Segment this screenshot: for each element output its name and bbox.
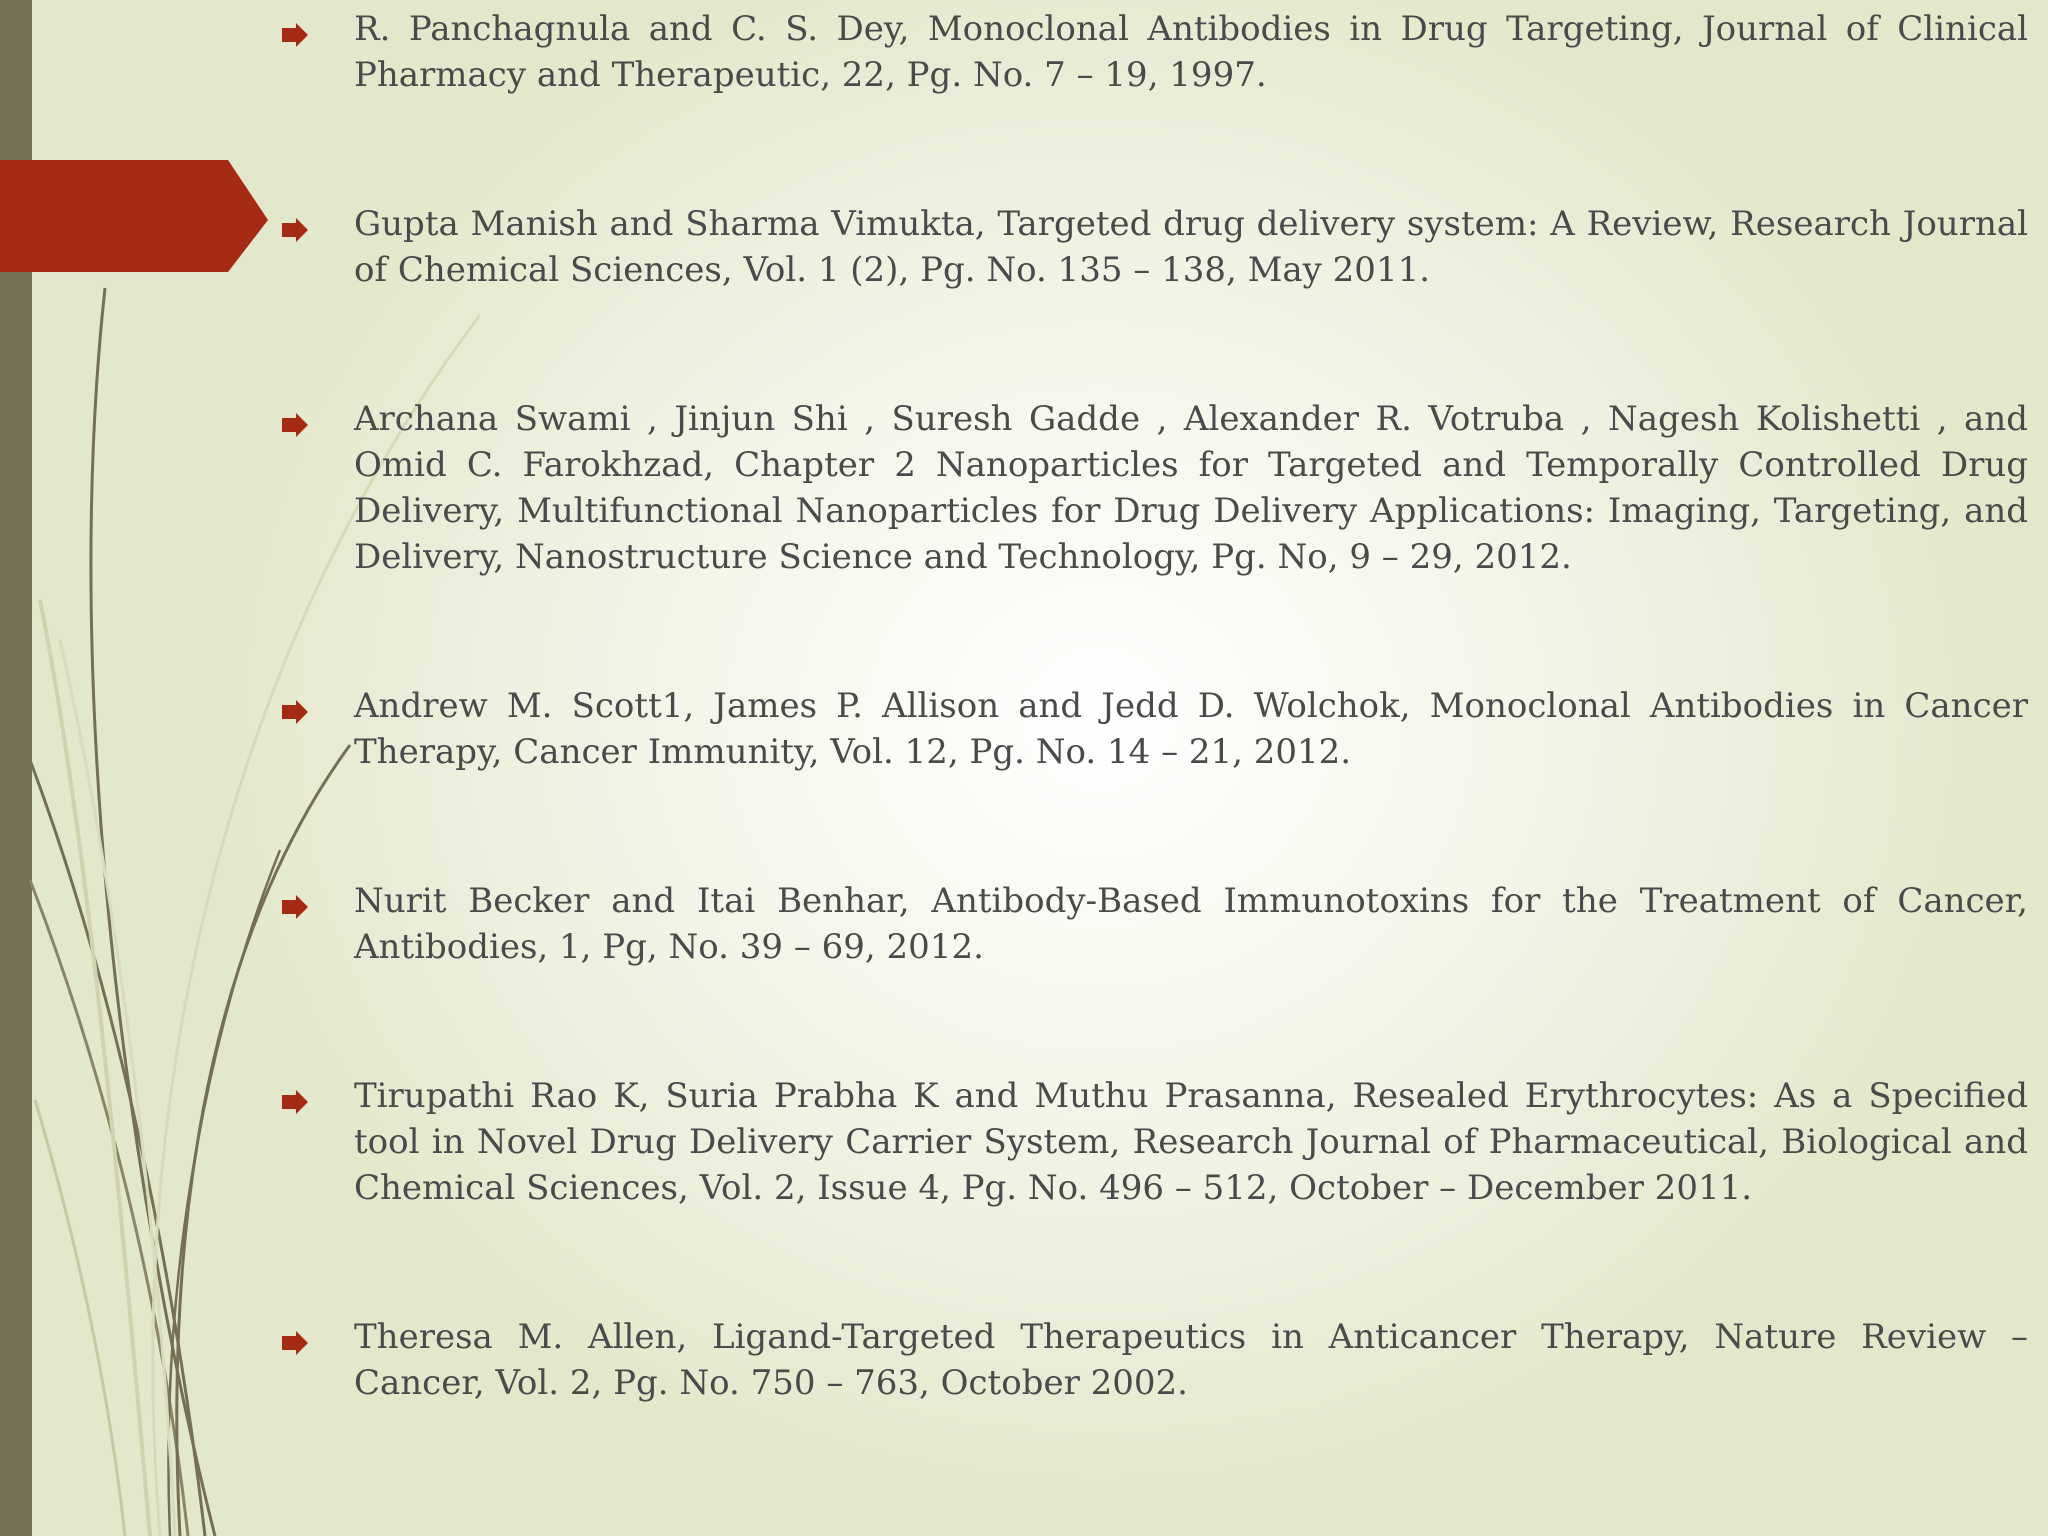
reference-item xyxy=(278,1073,2028,1211)
reference-text: Andrew M. Scott1, James P. Allison and Jedd D. Wolchok, Monoclonal Antibodies in Cancer Therapy, Cancer Immunity, Vol. 12, Pg. No. 14 – 21, 2012. xyxy=(354,686,2028,772)
reference-text: Archana Swami , Jinjun Shi , Suresh Gadde , Alexander R. Votruba , Nagesh Kolishetti , and Omid C. Farokhzad, Chapter 2 Nanoparticles for Targeted and Temporally Controlled Drug Delivery, Multifunctional Nanoparticles for Drug Delivery Applications: Imaging, Targeting, and Delivery, Nanostructure Science and Technology, Pg. No, 9 – 29, 2012. xyxy=(354,399,2028,577)
arrow-bullet-icon xyxy=(278,1087,354,1117)
arrow-bullet-icon xyxy=(278,892,354,922)
arrow-bullet-icon xyxy=(278,697,354,727)
reference-text: Theresa M. Allen, Ligand-Targeted Therapeutics in Anticancer Therapy, Nature Review – Cancer, Vol. 2, Pg. No. 750 – 763, October 2002. xyxy=(354,1317,2028,1403)
reference-text: Gupta Manish and Sharma Vimukta, Targeted drug delivery system: A Review, Research Journal of Chemical Sciences, Vol. 1 (2), Pg. No. 135 – 138, May 2011. xyxy=(354,204,2028,290)
reference-text: Nurit Becker and Itai Benhar, Antibody-Based Immunotoxins for the Treatment of Cancer, Antibodies, 1, Pg, No. 39 – 69, 2012. xyxy=(354,881,2028,967)
arrow-bullet-icon xyxy=(278,20,354,50)
reference-item xyxy=(278,201,2028,293)
arrow-bullet-icon xyxy=(278,1328,354,1358)
reference-item xyxy=(278,878,2028,970)
reference-item xyxy=(278,1314,2028,1406)
reference-text: Tirupathi Rao K, Suria Prabha K and Muthu Prasanna, Resealed Erythrocytes: As a Specified tool in Novel Drug Delivery Carrier System, Research Journal of Pharmaceutical, Biological and Chemical Sciences, Vol. 2, Issue 4, Pg. No. 496 – 512, October – December 2011. xyxy=(354,1076,2028,1208)
reference-item xyxy=(278,6,2028,98)
reference-item xyxy=(278,683,2028,775)
reference-text: R. Panchagnula and C. S. Dey, Monoclonal Antibodies in Drug Targeting, Journal of Clinical Pharmacy and Therapeutic, 22, Pg. No. 7 – 19, 1997. xyxy=(354,9,2028,95)
arrow-bullet-icon xyxy=(278,215,354,245)
arrow-bullet-icon xyxy=(278,410,354,440)
reference-item xyxy=(278,396,2028,580)
